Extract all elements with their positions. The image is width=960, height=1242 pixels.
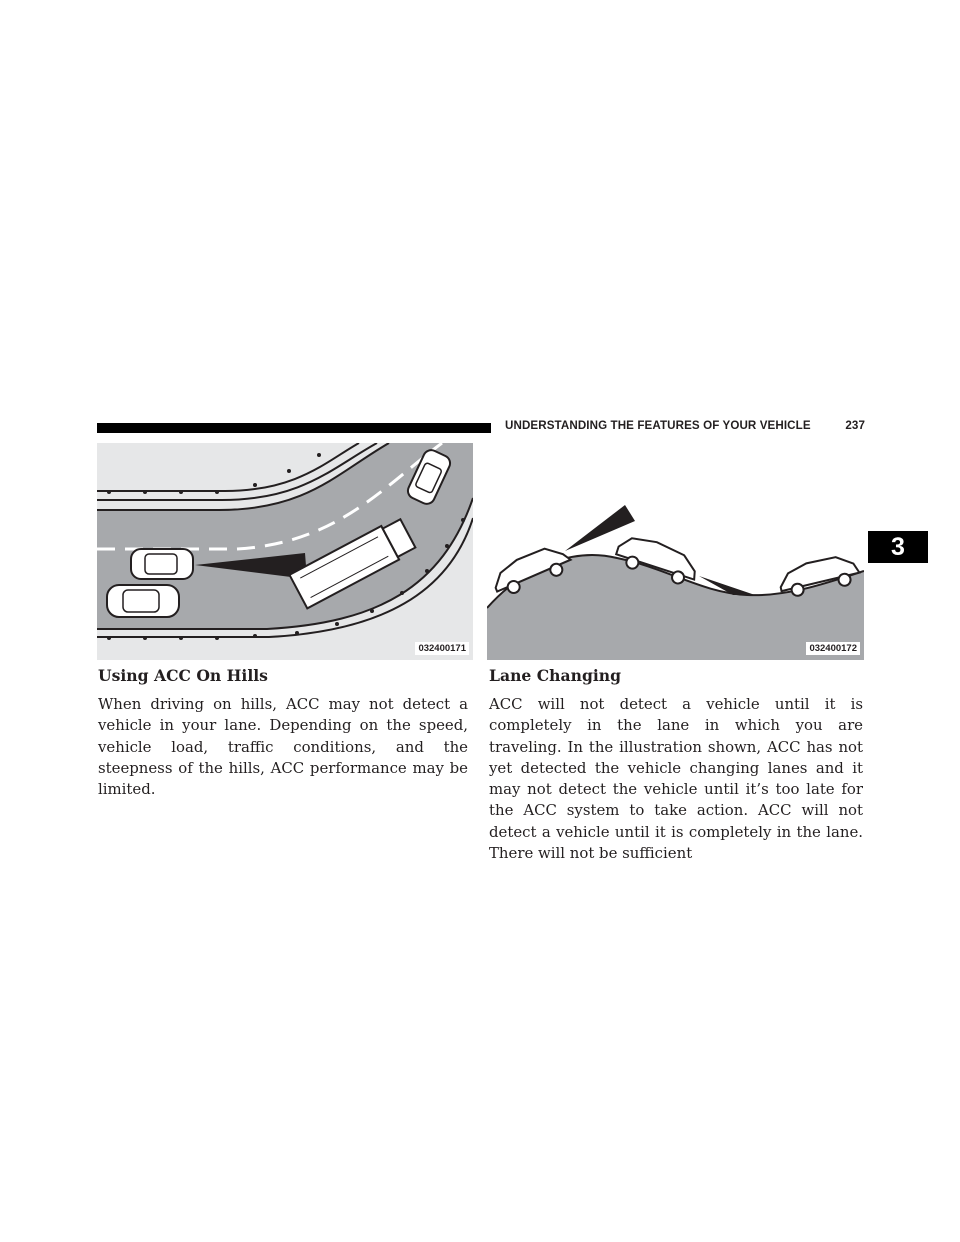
running-head [505, 419, 865, 437]
section-heading: Using ACC On Hills [98, 666, 268, 685]
chapter-number: 3 [891, 532, 905, 561]
curved-road-illustration [97, 443, 473, 660]
right-column [489, 666, 863, 864]
figure-code: 032400172 [806, 642, 860, 655]
section-title: UNDERSTANDING THE FEATURES OF YOUR VEHICLE [505, 419, 811, 432]
hills-illustration [487, 443, 864, 660]
header-rule [97, 423, 491, 433]
body-paragraph: ACC will not detect a vehicle until it is completely in the lane in which you are traveling. In the illustration shown, ACC has not yet detected the vehicle changing lanes and it may not detect the vehicle until it’s too late for the ACC system to take action. ACC will not detect a vehicle until it is completely in the lane. There will not be sufficient [489, 695, 863, 863]
page-number: 237 [845, 419, 865, 432]
left-column [98, 666, 468, 800]
body-paragraph: When driving on hills, ACC may not detect a vehicle in your lane. Depending on the speed, vehicle load, traffic conditions, and the steepness of the hills, ACC performance may be limited. [98, 695, 468, 799]
figure-code: 032400171 [415, 642, 469, 655]
chapter-tab [868, 531, 928, 563]
section-heading: Lane Changing [489, 666, 622, 685]
